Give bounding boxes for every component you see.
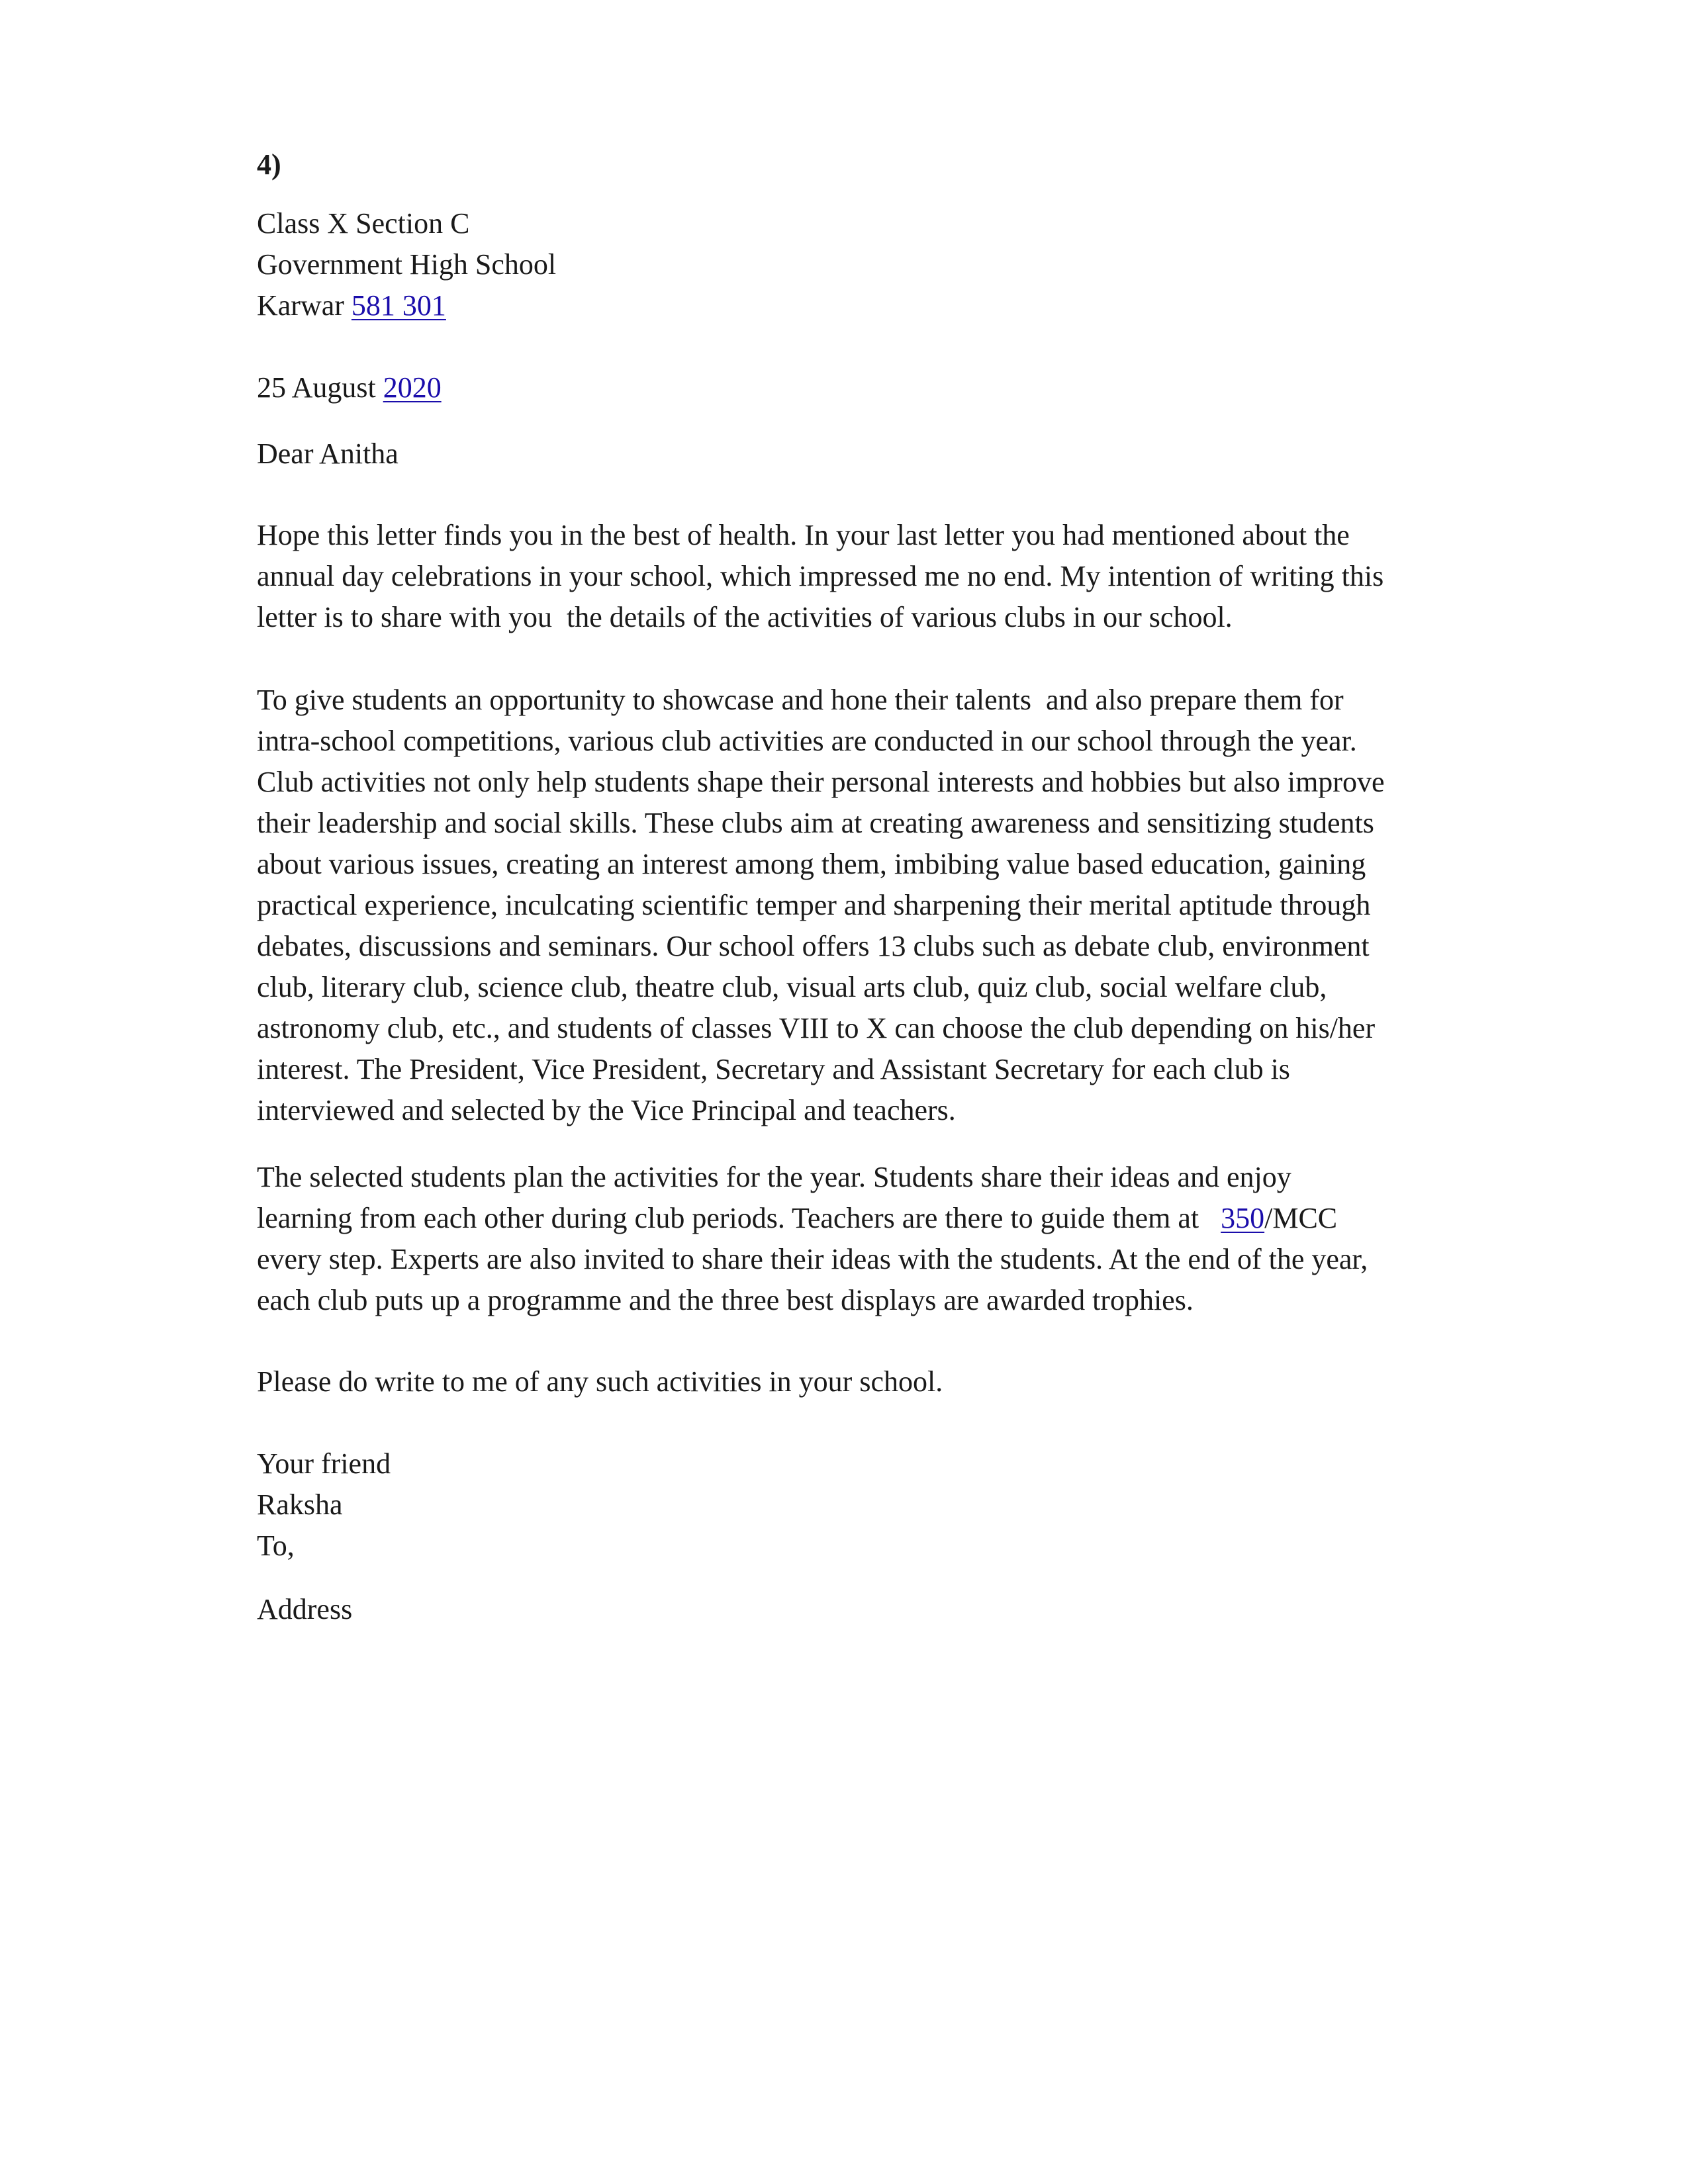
paragraph-3-line-2-text: learning from each other during club periods. Teachers are there to guide them at (257, 1202, 1221, 1234)
recipient-to: To, (257, 1529, 295, 1562)
salutation (257, 433, 1442, 475)
paragraph-1-line: letter is to share with you the details of the activities of various clubs in our school. (257, 601, 1233, 633)
date-day-month: 25 August (257, 371, 383, 404)
letter-date (257, 367, 1442, 408)
paragraph-1-line: Hope this letter finds you in the best of health. In your last letter you had mentioned about the (257, 519, 1350, 551)
paragraph-2-line: interest. The President, Vice President, Secretary and Assistant Secretary for each club is (257, 1053, 1290, 1085)
year-link[interactable]: 2020 (383, 371, 442, 404)
question-number: 4) (257, 148, 281, 181)
paragraph-2-line: club, literary club, science club, theatre club, visual arts club, quiz club, social welfare club, (257, 971, 1327, 1003)
paragraph-3 (257, 1157, 1442, 1321)
address-city: Karwar (257, 289, 352, 322)
paragraph-2 (257, 680, 1442, 1131)
paragraph-2-line: practical experience, inculcating scientific temper and sharpening their merital aptitude through (257, 889, 1371, 921)
paragraph-3-line: each club puts up a programme and the three best displays are awarded trophies. (257, 1284, 1194, 1316)
address-line-3 (257, 285, 1442, 326)
sender-name: Raksha (257, 1488, 343, 1521)
salutation-text: Dear Anitha (257, 437, 399, 470)
reference-350-link[interactable]: 350 (1221, 1202, 1265, 1234)
recipient-address (257, 1589, 1442, 1630)
paragraph-3-line: The selected students plan the activities for the year. Students share their ideas and enjoy (257, 1161, 1291, 1193)
paragraph-1 (257, 515, 1442, 638)
letter-page (257, 0, 1442, 2184)
address-line-1: Class X Section C (257, 207, 470, 240)
paragraph-1-line: annual day celebrations in your school, which impressed me no end. My intention of writing this (257, 560, 1384, 592)
paragraph-2-line: To give students an opportunity to showcase and hone their talents and also prepare them for (257, 684, 1344, 716)
paragraph-2-line: about various issues, creating an interest among them, imbibing value based education, gaining (257, 848, 1366, 880)
letter-closing (257, 1443, 1442, 1567)
paragraph-2-line: debates, discussions and seminars. Our school offers 13 clubs such as debate club, environment (257, 930, 1370, 962)
paragraph-2-line: interviewed and selected by the Vice Principal and teachers. (257, 1094, 956, 1126)
paragraph-4-line: Please do write to me of any such activities in your school. (257, 1365, 943, 1398)
closing-phrase: Your friend (257, 1447, 391, 1480)
pincode-link[interactable]: 581 301 (351, 289, 446, 322)
paragraph-2-line: intra-school competitions, various club activities are conducted in our school through the year. (257, 725, 1357, 757)
sender-address (257, 203, 1442, 326)
paragraph-3-line-2-suffix: /MCC (1264, 1202, 1338, 1234)
paragraph-3-line (257, 1198, 1442, 1239)
paragraph-2-line: astronomy club, etc., and students of classes VIII to X can choose the club depending on his/her (257, 1012, 1376, 1044)
address-line-2: Government High School (257, 248, 557, 281)
paragraph-2-line: Club activities not only help students shape their personal interests and hobbies but also improve (257, 766, 1385, 798)
recipient-address-label: Address (257, 1593, 353, 1625)
paragraph-3-line: every step. Experts are also invited to share their ideas with the students. At the end of the year, (257, 1243, 1368, 1275)
date-line (257, 367, 1442, 408)
paragraph-4 (257, 1361, 1442, 1402)
paragraph-2-line: their leadership and social skills. These clubs aim at creating awareness and sensitizing students (257, 807, 1374, 839)
